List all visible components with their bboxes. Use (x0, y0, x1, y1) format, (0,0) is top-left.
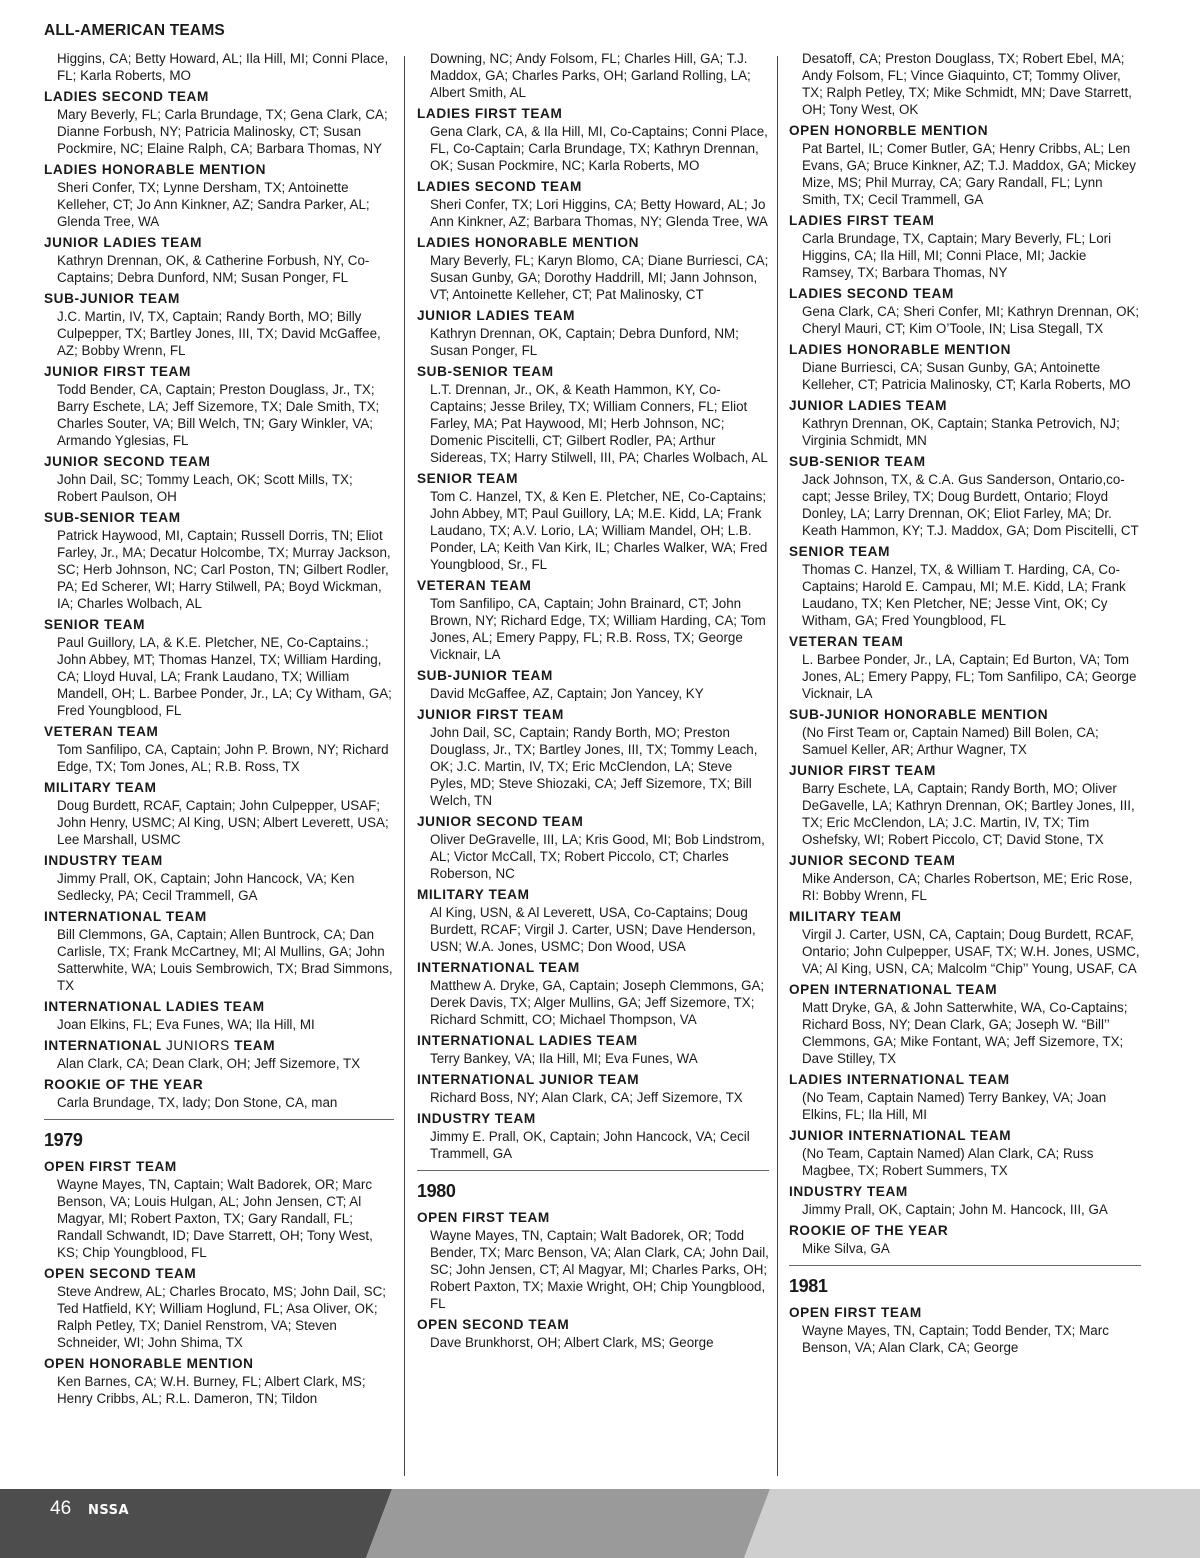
section-title: OPEN FIRST TEAM (44, 1159, 177, 1174)
section-title: SUB-JUNIOR TEAM (417, 668, 553, 683)
section-title: JUNIOR INTERNATIONAL TEAM (789, 1128, 1012, 1143)
section-body: Kathryn Drennan, OK, Captain; Debra Dunford, NM; Susan Ponger, FL (430, 326, 739, 358)
section-title: OPEN HONORBLE MENTION (789, 123, 989, 138)
section-body: John Dail, SC, Captain; Randy Borth, MO; Preston Douglass, Jr., TX; Bartley Jones, III, TX; Tommy Leach, OK; J.C. Martin, IV, TX; Eric McClendon, LA; Steve Pyles, MD; Steve Shiozaki, CA; Jeff Sizemore, TX; Bill Welch, TN (430, 725, 758, 808)
section-title: SUB-SENIOR TEAM (789, 454, 926, 469)
section-body: Wayne Mayes, TN, Captain; Walt Badorek, OR; Todd Bender, TX; Marc Benson, VA; Alan Clark, CA; John Dail, SC; John Jensen, CT; Al Magyar, MI; Charles Parks, OH; Robert Paxton, TX; Maxie Wright, OH; Chip Youngblood, FL (430, 1228, 769, 1311)
section-body: Oliver DeGravelle, III, LA; Kris Good, MI; Bob Lindstrom, AL; Victor McCall, TX; Robert Piccolo, CT; Charles Roberson, NC (430, 832, 765, 881)
section-body: Kathryn Drennan, OK, Captain; Stanka Petrovich, NJ; Virginia Schmidt, MN (802, 416, 1120, 448)
section-title: OPEN SECOND TEAM (417, 1317, 570, 1332)
section-title: OPEN SECOND TEAM (44, 1266, 197, 1281)
section-title: SUB-JUNIOR TEAM (44, 291, 180, 306)
section-title: ROOKIE OF THE YEAR (789, 1223, 949, 1238)
section-title: JUNIOR LADIES TEAM (789, 398, 948, 413)
section-body: Carla Brundage, TX, Captain; Mary Beverly, FL; Lori Higgins, CA; Ila Hill, MI; Conni Place, MI; Jackie Ramsey, TX; Barbara Thomas, NY (802, 231, 1112, 280)
section-title: JUNIOR SECOND TEAM (789, 853, 956, 868)
section-title: JUNIOR LADIES TEAM (44, 235, 203, 250)
section-title: JUNIOR FIRST TEAM (44, 364, 191, 379)
year-heading: 1979 (44, 1130, 83, 1150)
section-body: Sheri Confer, TX; Lynne Dersham, TX; Antoinette Kelleher, CT; Jo Ann Kinkner, AZ; Sandra Parker, AL; Glenda Tree, WA (57, 180, 370, 229)
section-body: Pat Bartel, IL; Comer Butler, GA; Henry Cribbs, AL; Len Evans, GA; Bruce Kinkner, AZ; T.J. Maddox, GA; Mickey Mize, MS; Phil Murray, CA; Gary Randall, FL; Lynn Smith, TX; Cecil Trammell, GA (802, 141, 1136, 207)
section-title: INDUSTRY TEAM (417, 1111, 536, 1126)
section-title: INTERNATIONAL JUNIOR TEAM (417, 1072, 640, 1087)
section-body: Gena Clark, CA; Sheri Confer, MI; Kathryn Drennan, OK; Cheryl Mauri, CT; Kim O’Toole, IN; Lisa Stegall, TX (802, 304, 1140, 336)
section-body: Dave Brunkhorst, OH; Albert Clark, MS; George (430, 1335, 714, 1350)
year-heading: 1981 (789, 1276, 828, 1296)
section-body: (No Team, Captain Named) Terry Bankey, VA; Joan Elkins, FL; Ila Hill, MI (802, 1090, 1107, 1122)
continued-text: Downing, NC; Andy Folsom, FL; Charles Hill, GA; T.J. Maddox, GA; Charles Parks, OH; Garland Rolling, LA; Albert Smith, AL (430, 51, 751, 100)
section-title: VETERAN TEAM (417, 578, 532, 593)
section-title: ROOKIE OF THE YEAR (44, 1077, 204, 1092)
section-body: Mary Beverly, FL; Carla Brundage, TX; Gena Clark, CA; Dianne Forbush, NY; Patricia Malinosky, CT; Susan Pockmire, NC; Elaine Ralph, CA; Barbara Thomas, NY (57, 107, 388, 156)
section-title: INTERNATIONAL LADIES TEAM (417, 1033, 638, 1048)
section-title: LADIES SECOND TEAM (44, 89, 209, 104)
section-title: VETERAN TEAM (789, 634, 904, 649)
section-body: Jimmy Prall, OK, Captain; John M. Hancock, III, GA (802, 1202, 1108, 1217)
footer-band-mid (366, 1489, 770, 1558)
section-body: Steve Andrew, AL; Charles Brocato, MS; John Dail, SC; Ted Hatfield, KY; William Hoglund, FL; Asa Oliver, OK; Ralph Petley, TX; Daniel Renstrom, VA; Steven Schneider, WI; John Shima, TX (57, 1284, 386, 1350)
year-divider (417, 1170, 769, 1171)
section-body: Matt Dryke, GA, & John Satterwhite, WA, Co-Captains; Richard Boss, NY; Dean Clark, GA; Joseph W. “Bill’’ Clemmons, GA; Mike Fontant, WA; Jeff Sizemore, TX; Dave Stilley, TX (802, 1000, 1128, 1066)
year-heading: 1980 (417, 1181, 456, 1201)
section-title-part: JUNIORS (165, 1038, 230, 1053)
section-body: Thomas C. Hanzel, TX, & William T. Harding, CA, Co-Captains; Harold E. Campau, MI; M.E. Kidd, LA; Frank Laudano, TX; Ken Pletcher, NE; Jesse Vint, OK; Cy Witham, GA; Fred Youngblood, FL (802, 562, 1126, 628)
section-title: LADIES SECOND TEAM (789, 286, 954, 301)
page-number: 46 (50, 1498, 72, 1519)
section-title: JUNIOR SECOND TEAM (417, 814, 584, 829)
footer-band-light (744, 1489, 1200, 1558)
page-title: ALL-AMERICAN TEAMS (44, 22, 225, 39)
section-body: Mike Silva, GA (802, 1241, 890, 1256)
section-title: JUNIOR LADIES TEAM (417, 308, 576, 323)
column-1 (44, 50, 394, 1476)
section-body: Tom Sanfilipo, CA, Captain; John Brainard, CT; John Brown, NY; Richard Edge, TX; William Harding, CA; Tom Jones, AL; Emery Pappy, FL; R.B. Ross, TX; George Vicknair, LA (430, 596, 766, 662)
section-body: Gena Clark, CA, & Ila Hill, MI, Co-Captains; Conni Place, FL, Co-Captain; Carla Brundage, TX; Kathryn Drennan, OK; Susan Pockmire, NC; Karla Roberts, MO (430, 124, 768, 173)
section-title: LADIES HONORABLE MENTION (789, 342, 1012, 357)
section-body: Al King, USN, & Al Leverett, USA, Co-Captains; Doug Burdett, RCAF; Virgil J. Carter, USN; Dave Henderson, USN; W.A. Jones, USMC; Don Wood, USA (430, 905, 756, 954)
section-title: INTERNATIONAL LADIES TEAM (44, 999, 265, 1014)
section-title: LADIES FIRST TEAM (789, 213, 935, 228)
section-title: SUB-SENIOR TEAM (417, 364, 554, 379)
section-title: SUB-JUNIOR HONORABLE MENTION (789, 707, 1049, 722)
section-title: MILITARY TEAM (417, 887, 530, 902)
section-body: Terry Bankey, VA; Ila Hill, MI; Eva Funes, WA (430, 1051, 698, 1066)
year-divider (44, 1119, 394, 1120)
section-title: LADIES SECOND TEAM (417, 179, 582, 194)
footer-band (0, 1489, 1200, 1558)
section-body: Jimmy Prall, OK, Captain; John Hancock, VA; Ken Sedlecky, PA; Cecil Trammell, GA (57, 871, 355, 903)
section-body: Todd Bender, CA, Captain; Preston Douglass, Jr., TX; Barry Eschete, LA; Jeff Sizemore, TX; Dale Smith, TX; Charles Souter, VA; Bill Welch, TN; Gary Winkler, VA; Armando Yglesias, FL (57, 382, 380, 448)
section-body: Paul Guillory, LA, & K.E. Pletcher, NE, Co-Captains.; John Abbey, MT; Thomas Hanzel, TX; William Harding, CA; Lloyd Huval, LA; Frank Laudano, TX; William Mandell, OH; L. Barbee Ponder, Jr., LA; Cy Witham, GA; Fred Youngblood, FL (57, 635, 392, 718)
section-body: David McGaffee, AZ, Captain; Jon Yancey, KY (430, 686, 704, 701)
section-body: Virgil J. Carter, USN, CA, Captain; Doug Burdett, RCAF, Ontario; John Culpepper, USAF, TX; W.H. Jones, USMC, VA; Al King, USN, CA; Malcolm “Chip’’ Young, USAF, CA (802, 927, 1140, 976)
section-body: Wayne Mayes, TN, Captain; Walt Badorek, OR; Marc Benson, VA; Louis Hulgan, AL; John Jensen, CT; Al Magyar, MI; Robert Paxton, TX; Gary Randall, FL; Randall Schwandt, ID; Dave Starrett, OH; Tony West, KS; Chip Youngblood, FL (57, 1177, 373, 1260)
section-title: LADIES HONORABLE MENTION (417, 235, 640, 250)
section-title: OPEN HONORABLE MENTION (44, 1356, 254, 1371)
continued-text: Desatoff, CA; Preston Douglass, TX; Robert Ebel, MA; Andy Folsom, FL; Vince Giaquinto, CT; Tommy Oliver, TX; Ralph Petley, TX; Mike Schmidt, MN; Dave Starrett, OH; Tony West, OK (802, 51, 1132, 117)
section-title: MILITARY TEAM (44, 780, 157, 795)
section-body: Jack Johnson, TX, & C.A. Gus Sanderson, Ontario,co-capt; Jesse Briley, TX; Doug Burdett, Ontario; Floyd Donley, LA; Larry Drennan, OK; Eliot Farley, MA; Dr. Keath Hammon, KY; T.J. Maddox, GA; Dom Piscitelli, CT (802, 472, 1139, 538)
section-body: John Dail, SC; Tommy Leach, OK; Scott Mills, TX; Robert Paulson, OH (57, 472, 353, 504)
section-body: Joan Elkins, FL; Eva Funes, WA; Ila Hill, MI (57, 1017, 315, 1032)
section-title: VETERAN TEAM (44, 724, 159, 739)
section-title: OPEN FIRST TEAM (789, 1305, 922, 1320)
section-title (44, 1037, 394, 1054)
section-body: Wayne Mayes, TN, Captain; Todd Bender, TX; Marc Benson, VA; Alan Clark, CA; George (802, 1323, 1109, 1355)
column-3 (789, 50, 1141, 1476)
column-2 (417, 50, 769, 1476)
section-body: Jimmy E. Prall, OK, Captain; John Hancock, VA; Cecil Trammell, GA (430, 1129, 750, 1161)
section-body: Diane Burriesci, CA; Susan Gunby, GA; Antoinette Kelleher, CT; Patricia Malinosky, CT; Karla Roberts, MO (802, 360, 1131, 392)
section-body: Mary Beverly, FL; Karyn Blomo, CA; Diane Burriesci, CA; Susan Gunby, GA; Dorothy Haddrill, MI; Jann Johnson, VT; Antoinette Kelleher, CT; Pat Malinosky, CT (430, 253, 769, 302)
section-title-part: INTERNATIONAL (44, 1038, 162, 1053)
column-divider (404, 56, 405, 1476)
section-body: Ken Barnes, CA; W.H. Burney, FL; Albert Clark, MS; Henry Cribbs, AL; R.L. Dameron, TN; Tildon (57, 1374, 366, 1406)
section-body: Barry Eschete, LA, Captain; Randy Borth, MO; Oliver DeGavelle, LA; Kathryn Drennan, OK; Bartley Jones, III, TX; Eric McClendon, LA; J.C. Martin, IV, TX; Tim Oshefsky, WI; Robert Piccolo, CT; David Stone, TX (802, 781, 1135, 847)
section-body: Patrick Haywood, MI, Captain; Russell Dorris, TN; Eliot Farley, Jr., MA; Decatur Holcombe, TX; Murray Jackson, SC; Herb Johnson, NC; Carl Poston, TN; Gilbert Rodler, PA; Ed Scherer, WI; Harry Stilwell, PA; Boyd Wickman, IA; Charles Wolbach, AL (57, 528, 391, 611)
section-body: L. Barbee Ponder, Jr., LA, Captain; Ed Burton, VA; Tom Jones, AL; Emery Pappy, FL; Tom Sanfilipo, CA; George Vicknair, LA (802, 652, 1137, 701)
section-body: Kathryn Drennan, OK, & Catherine Forbush, NY, Co-Captains; Debra Dunford, NM; Susan Ponger, FL (57, 253, 370, 285)
section-title: OPEN INTERNATIONAL TEAM (789, 982, 998, 997)
section-title-part: TEAM (234, 1038, 276, 1053)
section-title: MILITARY TEAM (789, 909, 902, 924)
section-title: INTERNATIONAL TEAM (44, 909, 207, 924)
section-title: JUNIOR SECOND TEAM (44, 454, 211, 469)
section-title: INTERNATIONAL TEAM (417, 960, 580, 975)
footer-brand-logo: NSSA (88, 1503, 130, 1518)
section-body: Doug Burdett, RCAF, Captain; John Culpepper, USAF; John Henry, USMC; Al King, USN; Albert Leverett, USA; Lee Marshall, USMC (57, 798, 389, 847)
section-body: J.C. Martin, IV, TX, Captain; Randy Borth, MO; Billy Culpepper, TX; Bartley Jones, III, TX; David McGaffee, AZ; Bobby Wrenn, FL (57, 309, 381, 358)
year-divider (789, 1265, 1141, 1266)
section-body: Matthew A. Dryke, GA, Captain; Joseph Clemmons, GA; Derek Davis, TX; Alger Mullins, GA; Jeff Sizemore, TX; Richard Schmitt, CO; Michael Thompson, VA (430, 978, 765, 1027)
section-title: SUB-SENIOR TEAM (44, 510, 181, 525)
section-title: LADIES FIRST TEAM (417, 106, 563, 121)
continued-text: Higgins, CA; Betty Howard, AL; Ila Hill, MI; Conni Place, FL; Karla Roberts, MO (57, 51, 389, 83)
section-title: INDUSTRY TEAM (789, 1184, 908, 1199)
section-body: L.T. Drennan, Jr., OK, & Keath Hammon, KY, Co-Captains; Jesse Briley, TX; William Conners, FL; Eliot Farley, MA; Pat Haywood, MI; Herb Johnson, NC; Domenic Piscitelli, CT; Gilbert Rodler, PA; Arthur Sidereas, TX; Harry Stilwell, III, PA; Charles Wolbach, AL (430, 382, 768, 465)
section-body: (No First Team or, Captain Named) Bill Bolen, CA; Samuel Keller, AR; Arthur Wagner, TX (802, 725, 1099, 757)
section-title: LADIES INTERNATIONAL TEAM (789, 1072, 1010, 1087)
section-body: (No Team, Captain Named) Alan Clark, CA; Russ Magbee, TX; Robert Summers, TX (802, 1146, 1094, 1178)
section-body: Mike Anderson, CA; Charles Robertson, ME; Eric Rose, RI: Bobby Wrenn, FL (802, 871, 1133, 903)
section-body: Alan Clark, CA; Dean Clark, OH; Jeff Sizemore, TX (57, 1056, 361, 1071)
section-title: SENIOR TEAM (44, 617, 146, 632)
section-body: Tom Sanfilipo, CA, Captain; John P. Brown, NY; Richard Edge, TX; Tom Jones, AL; R.B. Ross, TX (57, 742, 389, 774)
section-body: Tom C. Hanzel, TX, & Ken E. Pletcher, NE, Co-Captains; John Abbey, MT; Paul Guillory, LA; M.E. Kidd, LA; Frank Laudano, TX; A.V. Lorio, LA; William Mandel, OH; L.B. Ponder, LA; Keith Van Kirk, IL; Charles Walker, WA; Fred Youngblood, Sr., FL (430, 489, 768, 572)
section-body: Carla Brundage, TX, lady; Don Stone, CA, man (57, 1095, 338, 1110)
section-title: INDUSTRY TEAM (44, 853, 163, 868)
section-title: SENIOR TEAM (789, 544, 891, 559)
section-title: JUNIOR FIRST TEAM (789, 763, 936, 778)
column-divider (777, 56, 778, 1476)
section-body: Bill Clemmons, GA, Captain; Allen Buntrock, CA; Dan Carlisle, TX; Frank McCartney, MI; Al Mullins, GA; John Satterwhite, WA; Louis Sembrowich, TX; Brad Simmons, TX (57, 927, 393, 993)
section-title: LADIES HONORABLE MENTION (44, 162, 267, 177)
section-title: SENIOR TEAM (417, 471, 519, 486)
section-body: Sheri Confer, TX; Lori Higgins, CA; Betty Howard, AL; Jo Ann Kinkner, AZ; Barbara Thomas, NY; Glenda Tree, WA (430, 197, 768, 229)
section-title: OPEN FIRST TEAM (417, 1210, 550, 1225)
section-title: JUNIOR FIRST TEAM (417, 707, 564, 722)
section-body: Richard Boss, NY; Alan Clark, CA; Jeff Sizemore, TX (430, 1090, 743, 1105)
